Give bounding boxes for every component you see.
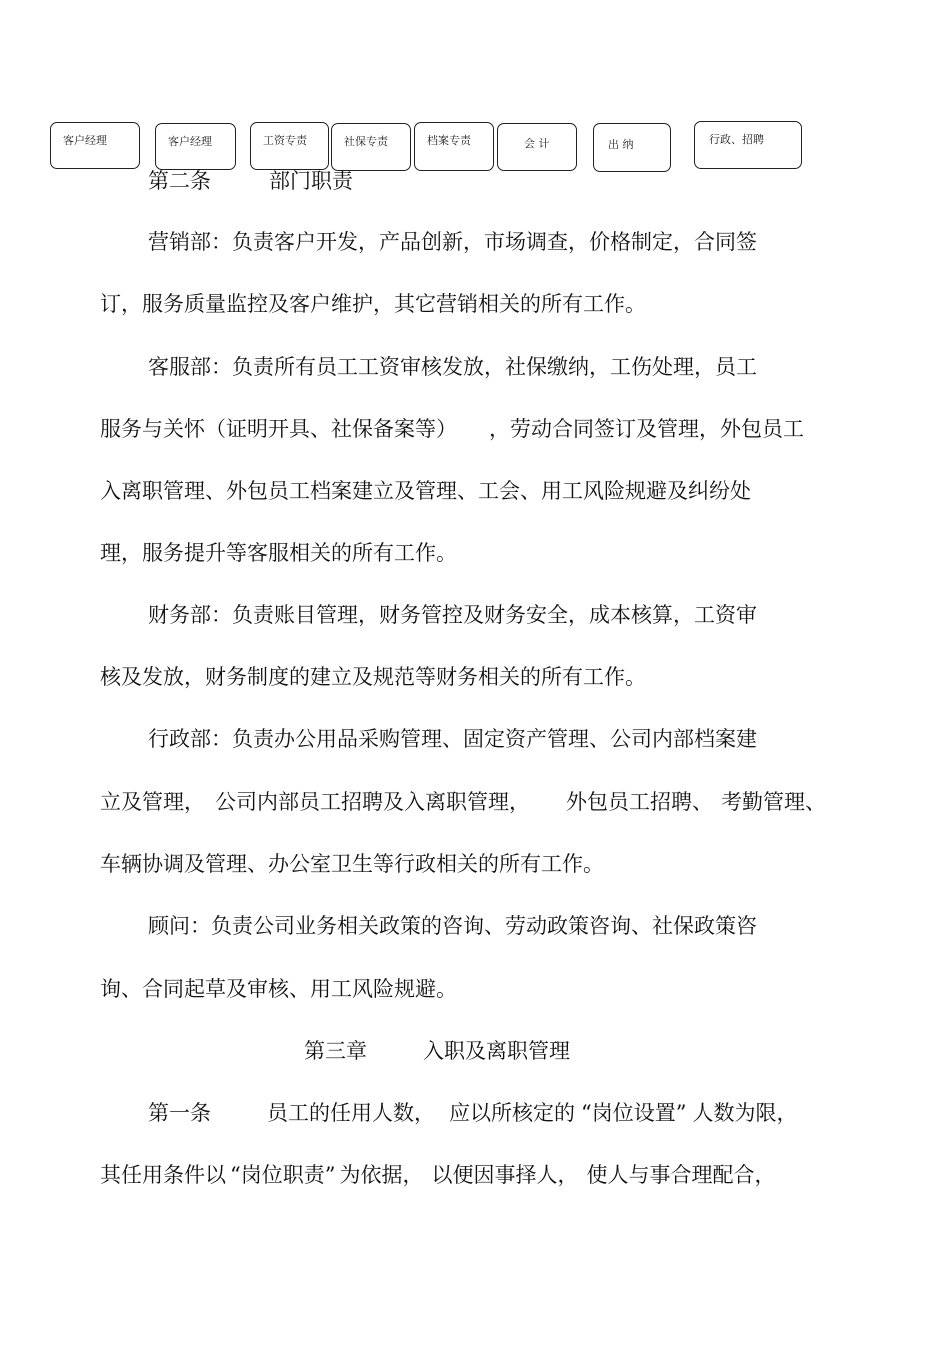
article-1-number: 第一条 [148, 1101, 211, 1125]
admin-line-3: 车辆协调及管理、办公室卫生等行政相关的所有工作。 [100, 852, 604, 876]
org-box-admin-recruitment: 行政、招聘 [694, 121, 802, 169]
org-box-account-manager-2: 客户经理 [155, 123, 236, 170]
admin-line-1: 行政部：负责办公用品采购管理、固定资产管理、公司内部档案建 [148, 727, 757, 751]
customer-service-line-1: 客服部：负责所有员工工资审核发放，社保缴纳，工伤处理，员工 [148, 355, 757, 379]
customer-service-line-4: 理，服务提升等客服相关的所有工作。 [100, 541, 457, 565]
customer-service-line-2 [100, 416, 804, 442]
article-1-line-2 [100, 1162, 775, 1188]
marketing-line-1: 营销部：负责客户开发，产品创新，市场调查，价格制定，合同签 [148, 230, 757, 254]
admin-line-2 [100, 789, 826, 815]
chapter-3-number: 第三章 [304, 1039, 367, 1063]
customer-service-line-2b: ，劳动合同签订及管理，外包员工 [489, 417, 804, 441]
consultant-line-2: 询、合同起草及审核、用工风险规避。 [100, 977, 457, 1001]
org-box-records: 档案专责 [414, 122, 494, 171]
customer-service-line-2a: 服务与关怀（证明开具、社保备案等） [100, 417, 457, 441]
article-1-line-2b: “岗位职责” [230, 1163, 336, 1187]
article-2-number: 第二条 [148, 169, 211, 193]
marketing-line-2: 订，服务质量监控及客户维护，其它营销相关的所有工作。 [100, 292, 646, 316]
org-box-account-manager-1: 客户经理 [50, 122, 140, 169]
article-1-line-1d: 人数为限， [692, 1101, 798, 1125]
article-1-line-1 [148, 1100, 797, 1126]
article-1-line-2a: 其任用条件以 [100, 1163, 226, 1187]
customer-service-line-3: 入离职管理、外包员工档案建立及管理、工会、用工风险规避及纠纷处 [100, 479, 751, 503]
article-1-line-2e: 使人与事合理配合， [586, 1163, 776, 1187]
admin-line-2c: 外包员工招聘、 [566, 790, 713, 814]
admin-line-2d: 考勤管理、 [721, 790, 826, 814]
chapter-3-heading [304, 1038, 570, 1064]
article-1-line-1c: “岗位设置” [581, 1101, 687, 1125]
article-2-title: 部门职责 [269, 169, 353, 193]
consultant-line-1: 顾问：负责公司业务相关政策的咨询、劳动政策咨询、社保政策咨 [148, 914, 757, 938]
article-1-line-1b: 应以所核定的 [449, 1101, 575, 1125]
article-1-line-2d: 以便因事择人， [431, 1163, 579, 1187]
admin-line-2a: 立及管理， [100, 790, 205, 814]
org-box-social-insurance: 社保专责 [331, 123, 411, 171]
article-1-line-1a: 员工的任用人数， [267, 1101, 435, 1125]
org-box-payroll: 工资专责 [250, 122, 329, 170]
org-box-accountant: 会 计 [497, 123, 577, 171]
finance-line-1: 财务部：负责账目管理，财务管控及财务安全，成本核算，工资审 [148, 603, 757, 627]
article-2-heading [148, 168, 353, 194]
org-box-cashier: 出 纳 [593, 123, 671, 172]
article-1-line-2c: 为依据， [339, 1163, 424, 1187]
finance-line-2: 核及发放，财务制度的建立及规范等财务相关的所有工作。 [100, 665, 646, 689]
admin-line-2b: 公司内部员工招聘及入离职管理， [215, 790, 530, 814]
chapter-3-title: 入职及离职管理 [423, 1039, 570, 1063]
